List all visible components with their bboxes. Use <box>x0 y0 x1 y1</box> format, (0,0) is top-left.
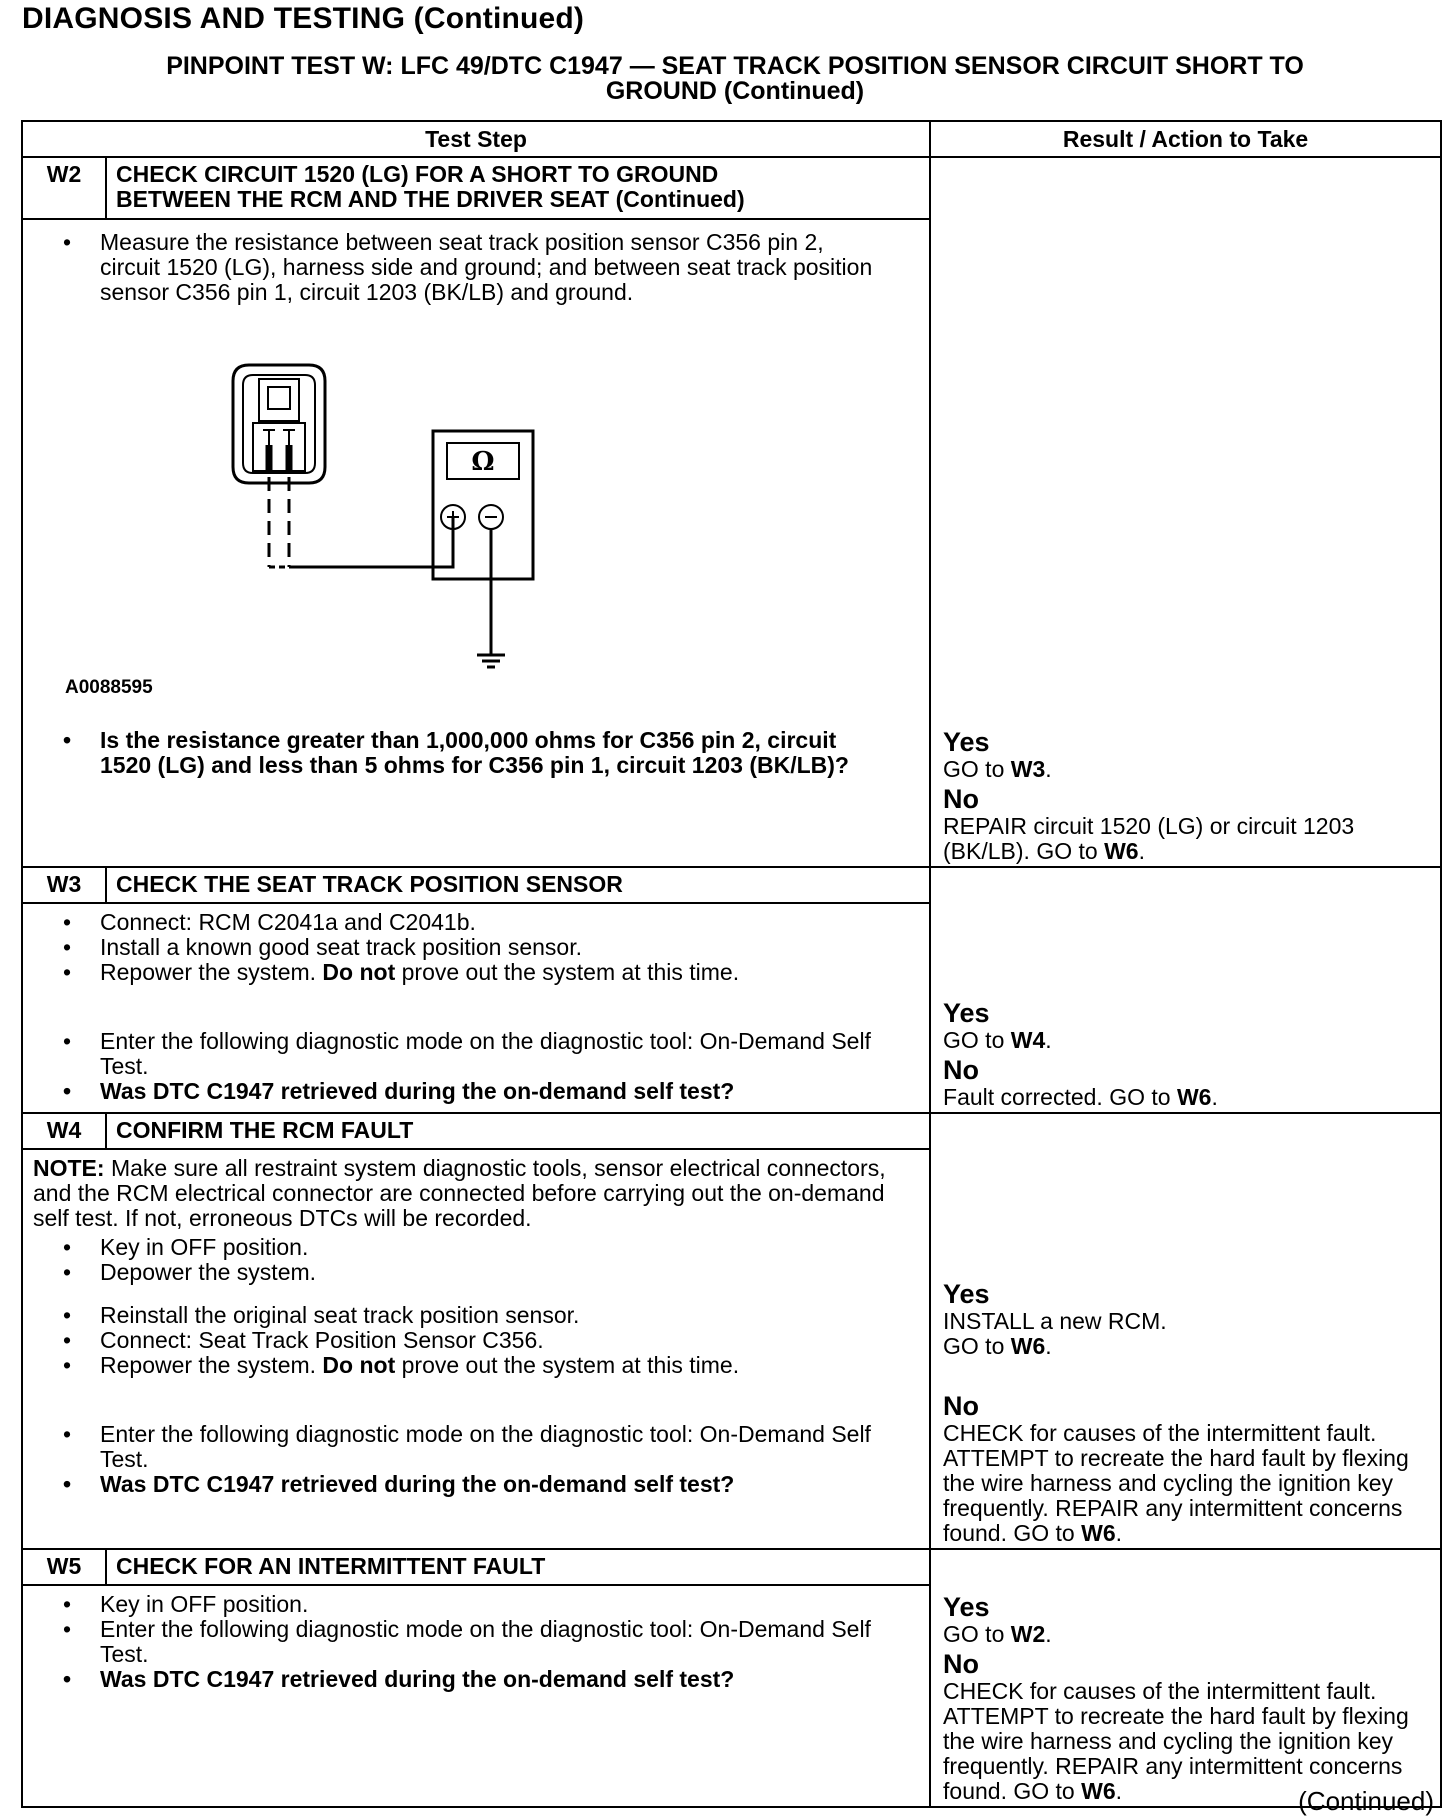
yes-action: GO to W2. <box>943 1621 1052 1647</box>
step-link[interactable]: W2 <box>1010 1621 1046 1647</box>
step-link[interactable]: W6 <box>1176 1084 1212 1110</box>
yes-label: Yes <box>943 1592 990 1622</box>
step-bullets <box>63 1303 889 1378</box>
list-item: • Connect: Seat Track Position Sensor C356. <box>63 1328 889 1353</box>
yes-action-text: GO to <box>943 1027 1011 1053</box>
no-action: REPAIR circuit 1520 (LG) or circuit 1203 (BK/LB). GO to W6. <box>943 813 1355 864</box>
step-body <box>22 219 930 867</box>
list-item: • Was DTC C1947 retrieved during the on-demand self test? <box>63 1667 889 1692</box>
step-w4-title-row <box>22 1113 1441 1149</box>
list-item: • Was DTC C1947 retrieved during the on-demand self test? <box>63 1472 889 1497</box>
yes-action-text: GO to <box>943 756 1011 782</box>
step-body <box>22 1149 930 1549</box>
list-item: • Key in OFF position. <box>63 1592 889 1617</box>
yes-action: GO to W6. <box>943 1333 1052 1359</box>
list-item <box>63 1353 889 1378</box>
yes-label: Yes <box>943 1279 990 1309</box>
step-link[interactable]: W6 <box>1104 838 1139 864</box>
no-action-text: Fault corrected. GO to <box>943 1084 1177 1110</box>
step-title <box>106 157 930 219</box>
step-title-line: BETWEEN THE RCM AND THE DRIVER SEAT (Continued) <box>116 186 745 212</box>
list-item: • Was DTC C1947 retrieved during the on-demand self test? <box>63 1079 889 1104</box>
yes-action-text: GO to <box>943 1333 1011 1359</box>
list-item: • Reinstall the original seat track position sensor. <box>63 1303 889 1328</box>
step-link[interactable]: W3 <box>1010 756 1046 782</box>
list-item: • Depower the system. <box>63 1260 889 1285</box>
step-title-line: CHECK CIRCUIT 1520 (LG) FOR A SHORT TO GROUND <box>116 161 719 187</box>
list-item: • Is the resistance greater than 1,000,000 ohms for C356 pin 2, circuit 1520 (LG) and less than 5 ohms for C356 pin 1, circuit 1203 (BK/LB)? <box>63 728 889 778</box>
yes-action: GO to W3. <box>943 756 1052 782</box>
yes-label: Yes <box>943 998 990 1028</box>
step-link[interactable]: W6 <box>1081 1778 1116 1804</box>
continued-label: (Continued) <box>1298 1786 1434 1816</box>
result-cell-w4 <box>930 1113 1441 1549</box>
no-action: CHECK for causes of the intermittent fault. ATTEMPT to recreate the hard fault by flexing the wire harness and cycling the ignition key frequently. REPAIR any intermittent concerns found. GO to W6. <box>943 1420 1409 1546</box>
col-result: Result / Action to Take <box>930 121 1441 157</box>
yes-label: Yes <box>943 727 990 757</box>
list-item-emphasis: Do not <box>322 1352 396 1378</box>
no-action: Fault corrected. GO to W6. <box>943 1084 1218 1110</box>
step-bullets <box>63 1592 889 1692</box>
list-item-text: prove out the system at this time. <box>395 959 740 985</box>
step-w2-title-row <box>22 157 1441 219</box>
ground-icon <box>477 655 505 667</box>
note-label: NOTE: <box>33 1155 105 1181</box>
step-number: W4 <box>22 1113 106 1149</box>
no-action: CHECK for causes of the intermittent fault. ATTEMPT to recreate the hard fault by flexing the wire harness and cycling the ignition key frequently. REPAIR any intermittent concerns found. GO to W6. <box>943 1678 1409 1804</box>
list-item: • Enter the following diagnostic mode on the diagnostic tool: On-Demand Self Test. <box>63 1617 889 1667</box>
ohm-symbol: Ω <box>471 447 495 477</box>
yes-action: GO to W4. <box>943 1027 1052 1053</box>
list-item <box>63 960 889 985</box>
list-item: • Measure the resistance between seat track position sensor C356 pin 2, circuit 1520 (LG), harness side and ground; and between seat track position sensor C356 pin 1, circuit 1203 (BK/LB) and ground. <box>63 230 889 305</box>
step-link[interactable]: W6 <box>1081 1520 1116 1546</box>
pinpoint-title-line1: PINPOINT TEST W: LFC 49/DTC C1947 — SEAT TRACK POSITION SENSOR CIRCUIT SHORT TO <box>166 52 1304 80</box>
yes-action-text: GO to <box>943 1621 1011 1647</box>
result-cell-w2 <box>930 157 1441 867</box>
step-link[interactable]: W6 <box>1010 1333 1046 1359</box>
note <box>33 1156 889 1231</box>
table-header-row <box>22 121 1441 157</box>
pinpoint-title-line2: GROUND (Continued) <box>605 77 865 105</box>
figure-id: A0088595 <box>65 677 153 698</box>
step-number: W3 <box>22 867 106 903</box>
list-item: • Connect: RCM C2041a and C2041b. <box>63 910 889 935</box>
list-item-text: prove out the system at this time. <box>395 1352 740 1378</box>
note-text: Make sure all restraint system diagnostic tools, sensor electrical connectors, and the RCM electrical connector are connected before carrying out the on-demand self test. If not, erroneous DTCs will be recorded. <box>33 1155 886 1231</box>
no-action-text: CHECK for causes of the intermittent fault. ATTEMPT to recreate the hard fault by flexing the wire harness and cycling the ignition key frequently. REPAIR any intermittent concerns found. GO to <box>943 1678 1409 1804</box>
step-bullets <box>63 1422 889 1497</box>
list-item: • Install a known good seat track position sensor. <box>63 935 889 960</box>
col-test-step: Test Step <box>22 121 930 157</box>
step-number: W5 <box>22 1549 106 1585</box>
pinpoint-test-table <box>21 120 1442 1808</box>
no-label: No <box>943 1649 980 1679</box>
result-cell-w3 <box>930 867 1441 1113</box>
list-item: • Enter the following diagnostic mode on the diagnostic tool: On-Demand Self Test. <box>63 1029 889 1079</box>
step-title: CHECK THE SEAT TRACK POSITION SENSOR <box>106 867 930 903</box>
step-w3-title-row <box>22 867 1441 903</box>
step-title: CHECK FOR AN INTERMITTENT FAULT <box>106 1549 930 1585</box>
step-bullets <box>63 1029 889 1104</box>
step-body <box>22 903 930 1113</box>
step-bullets <box>63 910 889 985</box>
step-link[interactable]: W4 <box>1010 1027 1046 1053</box>
connector-meter-diagram <box>63 305 763 685</box>
step-body <box>22 1585 930 1807</box>
no-label: No <box>943 1391 980 1421</box>
step-question <box>63 728 889 778</box>
step-bullets <box>63 230 889 305</box>
step-number: W2 <box>22 157 106 219</box>
step-bullets <box>63 1235 889 1285</box>
result-cell-w5 <box>930 1549 1441 1807</box>
step-w5-title-row <box>22 1549 1441 1585</box>
list-item: • Enter the following diagnostic mode on the diagnostic tool: On-Demand Self Test. <box>63 1422 889 1472</box>
list-item: • Key in OFF position. <box>63 1235 889 1260</box>
no-label: No <box>943 1055 980 1085</box>
pinpoint-test-title <box>60 54 1410 104</box>
no-label: No <box>943 784 980 814</box>
step-title: CONFIRM THE RCM FAULT <box>106 1113 930 1149</box>
yes-action-text: INSTALL a new RCM. <box>943 1308 1167 1334</box>
list-item-emphasis: Do not <box>322 959 396 985</box>
no-action-text: CHECK for causes of the intermittent fault. ATTEMPT to recreate the hard fault by flexing the wire harness and cycling the ignition key frequently. REPAIR any intermittent concerns found. GO to <box>943 1420 1409 1546</box>
list-item-text: Repower the system. <box>100 1352 323 1378</box>
page-title: DIAGNOSIS AND TESTING (Continued) <box>22 2 585 35</box>
no-action-text: REPAIR circuit 1520 (LG) or circuit 1203 (BK/LB). GO to <box>943 813 1355 864</box>
list-item-text: Repower the system. <box>100 959 323 985</box>
wiring-figure <box>63 305 889 685</box>
